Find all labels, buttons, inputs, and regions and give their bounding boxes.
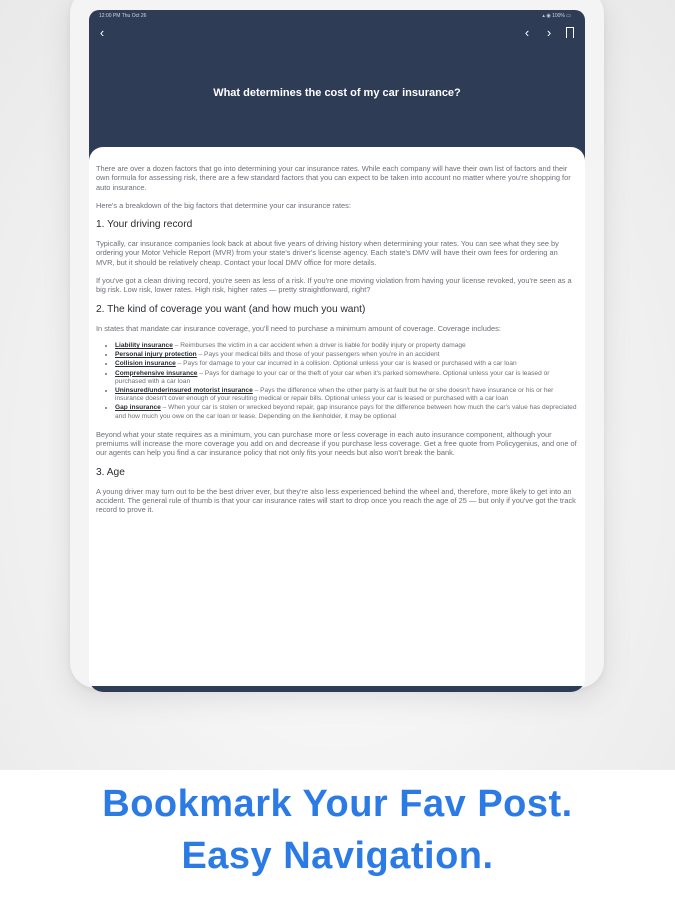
chevron-left-icon: ‹ [99,25,105,40]
next-post-button[interactable] [542,26,556,40]
coverage-desc: – When your car is stolen or wrecked beyond repair, gap insurance pays for the difference between how much the car's value has depreciated and how much you owe on the car loan or lease. Depending on the lienholder, it may be optional [115,404,577,420]
bookmark-icon [566,27,574,38]
coverage-desc: – Pays the difference when the other party is at fault but he or she doesn't have insurance or his or her insurance doesn't cover enough of your resulting medical or repair bills. Optional unless your car is leased or purchased with a car loan [115,386,554,403]
coverage-desc: – Pays your medical bills and those of your passengers when you're in an accident [196,351,440,359]
list-item [115,404,578,420]
back-button[interactable] [95,26,109,40]
list-item [115,351,578,359]
list-item [115,370,578,386]
age-paragraph-1: A young driver may turn out to be the best driver ever, but they're also less experienced behind the wheel and, therefore, more likely to get into an accident. The general rule of thumb is that your car insurance rates will start to drop once you reach the age of 25 — but only if you've got the track record to prove it. [96,486,576,515]
coverage-list [96,342,578,421]
section-heading-age: 3. Age [96,466,125,478]
status-time: 12:00 PM Thu Oct 26 [99,13,147,19]
coverage-paragraph-2: Beyond what your state requires as a minimum, you can purchase more or less coverage in each auto insurance component, although your premiums will increase the more coverage you add on and decrease if you purchase less coverage. Get a free quote from Policygenius, and one of our agents can help you find a car insurance policy that not only fits your needs but also won't break the bank. [96,429,577,458]
intro-paragraph: There are over a dozen factors that go into determining your car insurance rates. While each company will have their own list of factors and their own formula for assessing risk, there are a few standard factors that you can expect to be taken into account no matter where you're shopping for auto insurance. [96,164,571,192]
breakdown-paragraph: Here's a breakdown of the big factors that determine your car insurance rates: [96,200,351,210]
coverage-desc: – Pays for damage to your car incurred in a collision. Optional unless your car is leased or purchased with a car loan [175,360,517,368]
coverage-term: Comprehensive insurance [115,369,198,377]
coverage-term: Collision insurance [115,360,176,368]
coverage-term: Gap insurance [115,404,161,412]
coverage-desc: – Pays for damage to your car or the theft of your car when it's parked somewhere. Optional unless your car is leased or purchased with a car loan [115,369,550,385]
article-body[interactable] [89,147,585,692]
caption-line-1: Bookmark Your Fav Post. [102,783,573,825]
previous-post-button[interactable] [520,26,534,40]
status-bar [89,10,585,22]
driving-record-paragraph-1: Typically, car insurance companies look back at about five years of driving history when determining your rates. You can see what they see by ordering your Motor Vehicle Report (MVR) from your state's driver's license agency. Each state's DMV will have their own fees for ordering an MVR, but it should be relatively cheap. Contact your local DMV office for more details. [96,239,559,267]
list-item [115,342,578,350]
article-title: What determines the cost of my car insurance? [213,87,461,99]
coverage-term: Personal injury protection [115,351,197,359]
bottom-bar [89,686,585,692]
driving-record-paragraph-2: If you've got a clean driving record, you're seen as less of a risk. If you're one moving violation from having your license revoked, you're seen as a big risk. Low risk, lower rates. High risk, higher rates — pretty straightforward, right? [96,276,572,295]
coverage-desc: – Reimburses the victim in a car accident when a driver is liable for bodily injury or property damage [172,341,466,349]
bookmark-button[interactable] [563,26,577,40]
coverage-term: Uninsured/underinsured motorist insurance [115,386,253,394]
app-screen [89,10,585,692]
coverage-paragraph-1: In states that mandate car insurance coverage, you'll need to purchase a minimum amount of coverage. Coverage includes: [96,323,501,333]
battery-level: 100% [552,13,565,19]
chevron-left-icon: ‹ [524,25,530,40]
promo-caption [0,778,675,882]
list-item [115,387,578,403]
status-battery: ▴ ◉ 100% ▭ [542,13,571,19]
coverage-term: Liability insurance [115,341,173,349]
list-item [115,360,578,368]
section-heading-coverage: 2. The kind of coverage you want (and how much you want) [96,303,366,315]
caption-line-2: Easy Navigation. [181,835,494,877]
chevron-right-icon: › [546,25,552,40]
section-heading-driving-record: 1. Your driving record [96,219,193,231]
